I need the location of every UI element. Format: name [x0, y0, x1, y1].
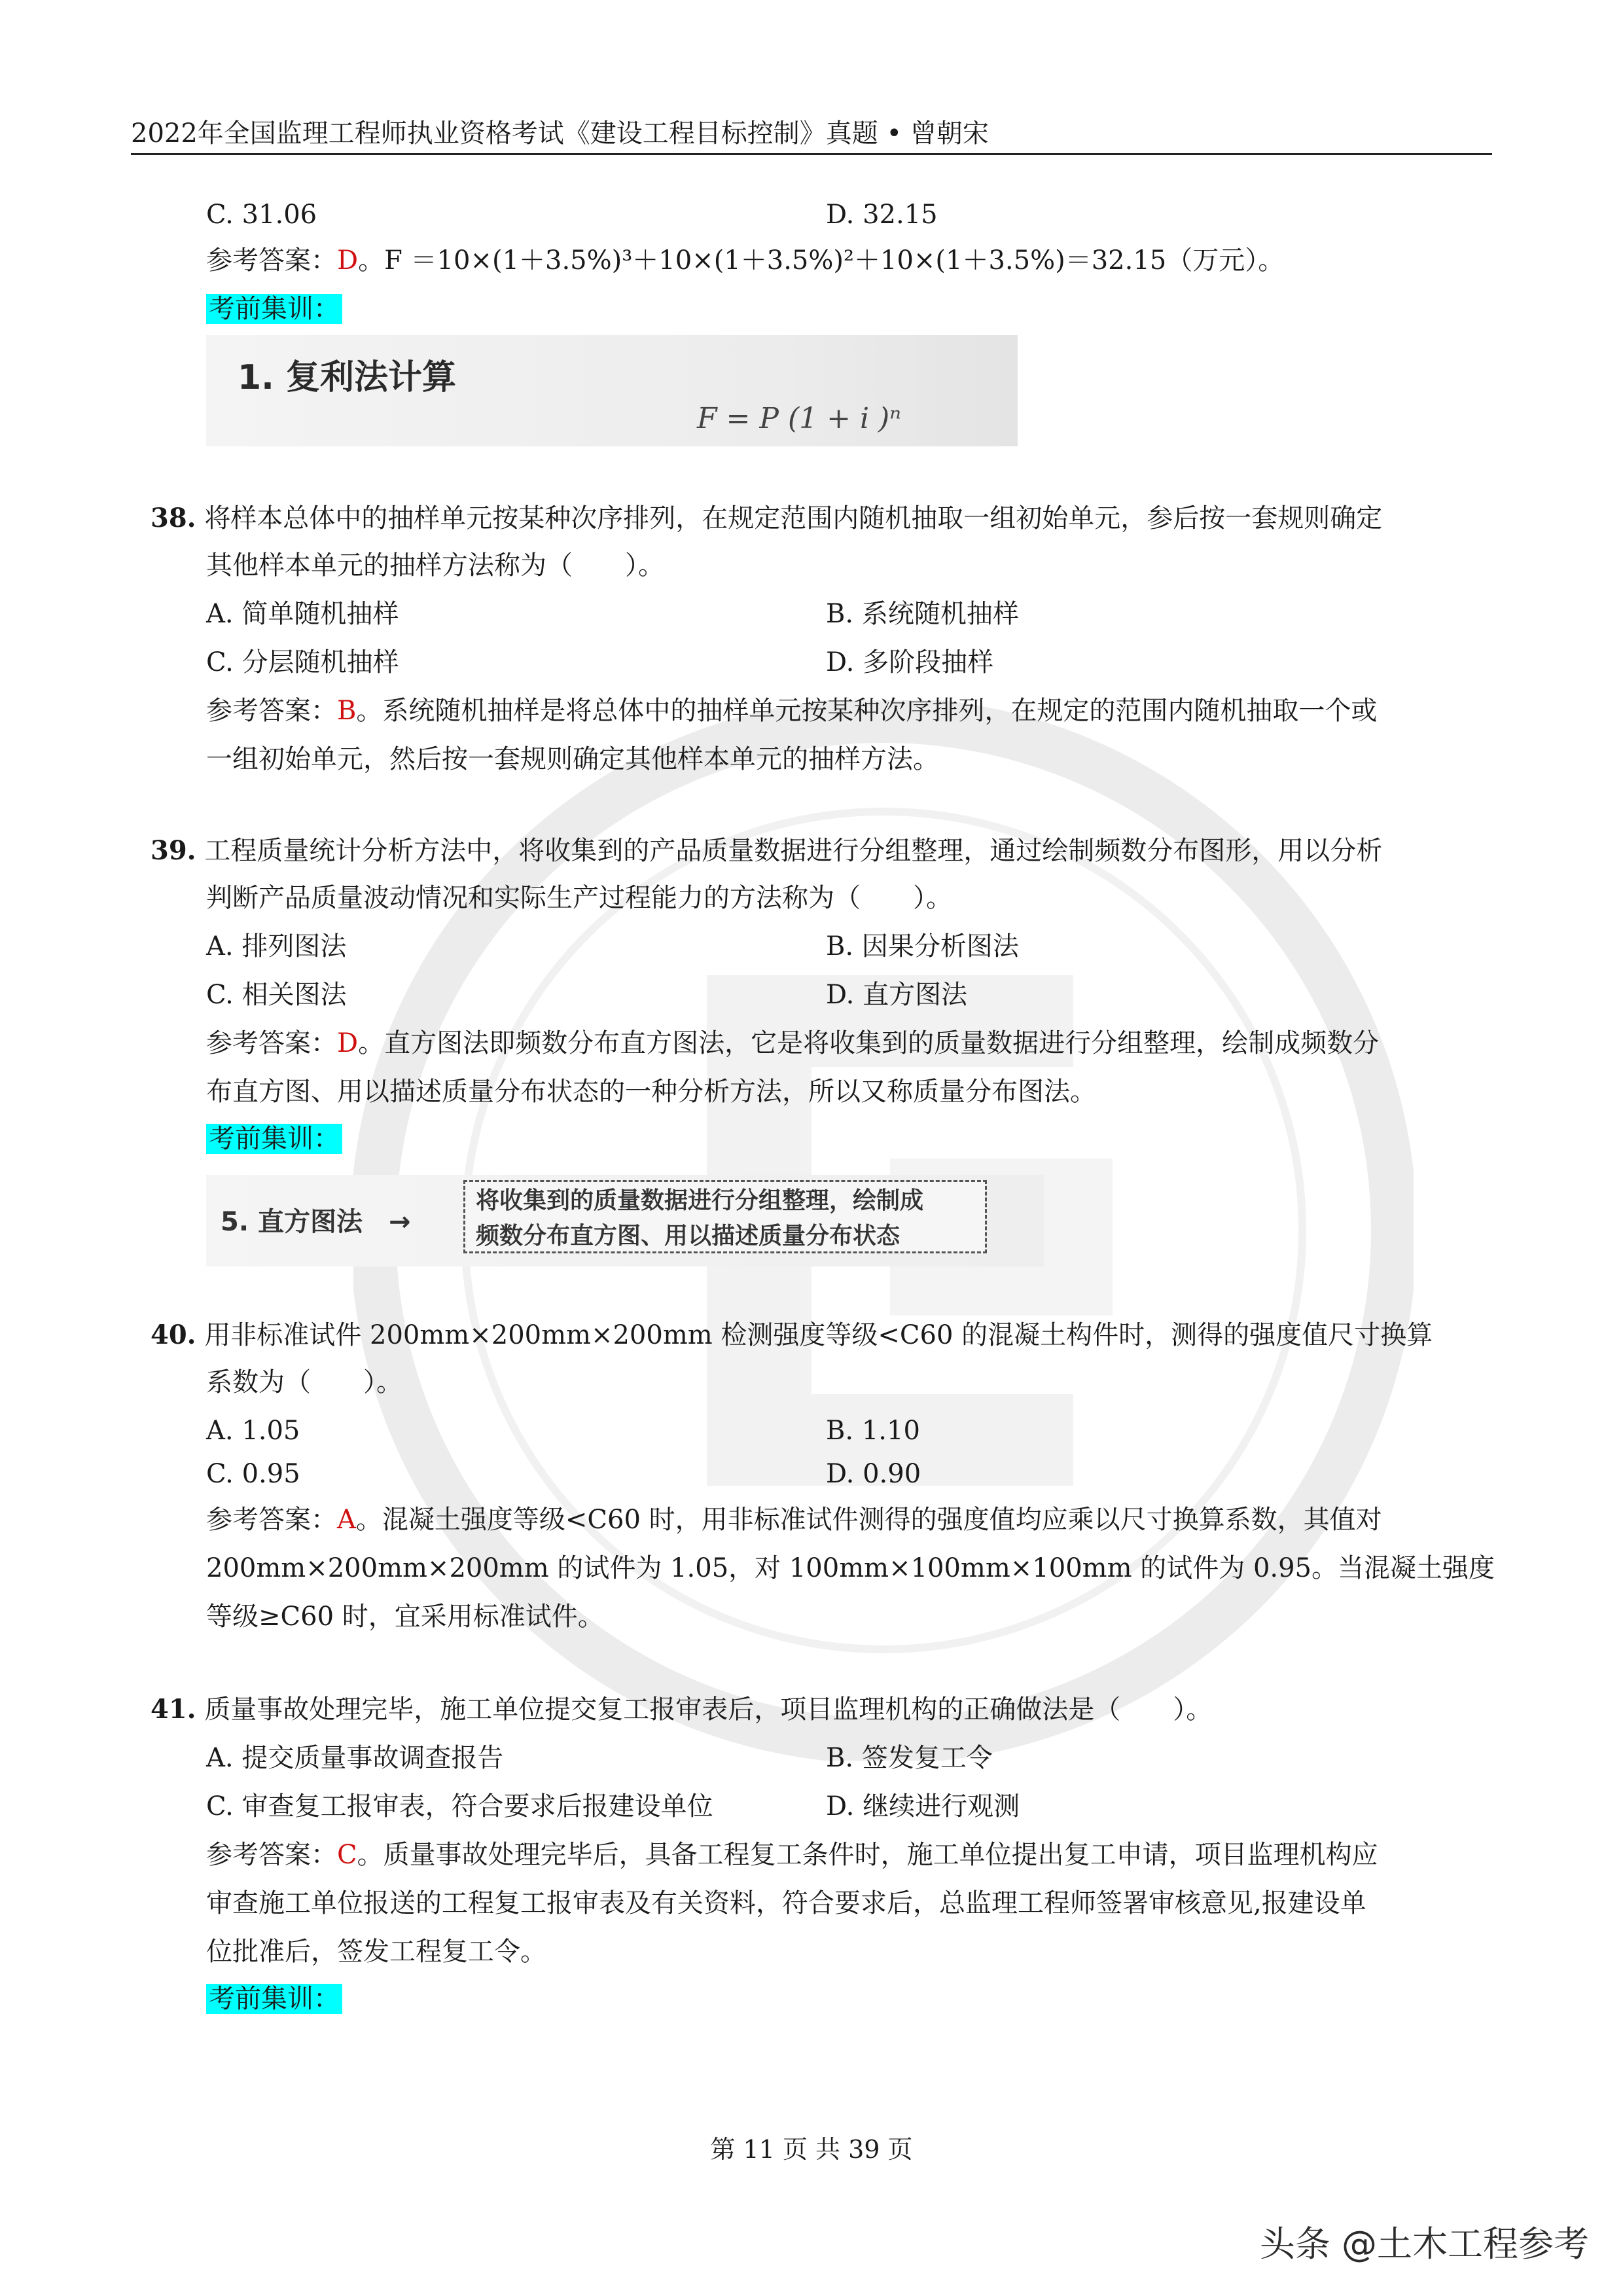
histogram-box-line-2: 频数分布直方图、用以描述质量分布状态: [476, 1223, 901, 1249]
q38-answer-line-2: 一组初始单元，然后按一套规则确定其他样本单元的抽样方法。: [206, 744, 939, 774]
answer-text: 。混凝土强度等级<C60 时，用非标准试件测得的强度值均应乘以尺寸换算系数，其值对: [355, 1505, 1382, 1535]
q40-option-c: C. 0.95: [206, 1459, 300, 1489]
q40-answer-line-1: [206, 1501, 1382, 1538]
training-label: 考前集训：: [206, 1124, 342, 1154]
q41-option-b: B. 签发复工令: [826, 1743, 993, 1773]
answer-prefix: 参考答案：: [206, 696, 337, 726]
histogram-box-line-1: 将收集到的质量数据进行分组整理，绘制成: [476, 1187, 924, 1214]
answer-prefix: 参考答案：: [206, 1840, 337, 1870]
q38-answer-line-1: [206, 692, 1377, 729]
q41-option-c: C. 审查复工报审表，符合要求后报建设单位: [206, 1791, 713, 1821]
answer-letter: D: [337, 1028, 359, 1058]
q39-option-d: D. 直方图法: [826, 980, 968, 1010]
training-label: 考前集训：: [206, 1984, 342, 2014]
q37-training-label: [206, 291, 342, 327]
answer-prefix: 参考答案：: [206, 245, 337, 276]
answer-letter: A: [337, 1505, 356, 1535]
q39-training-label: [206, 1121, 342, 1157]
q39-answer-line-2: 布直方图、用以描述质量分布状态的一种分析方法，所以又称质量分布图法。: [206, 1077, 1096, 1107]
q40-option-a: A. 1.05: [206, 1416, 300, 1446]
training-label: 考前集训：: [206, 294, 342, 324]
answer-prefix: 参考答案：: [206, 1505, 337, 1535]
q39-option-c: C. 相关图法: [206, 980, 347, 1010]
q37-option-d: D. 32.15: [826, 200, 938, 230]
answer-letter: C: [337, 1840, 357, 1870]
histogram-image-label: 5. 直方图法 →: [221, 1207, 411, 1237]
answer-prefix: 参考答案：: [206, 1028, 337, 1058]
q38-stem-line-1: [151, 500, 1382, 537]
q39-stem-line-1: [151, 833, 1382, 869]
q40-option-b: B. 1.10: [826, 1416, 920, 1446]
answer-formula: F ＝10×(1＋3.5%)³＋10×(1＋3.5%)²＋10×(1＋3.5%)＝32.15（万元）。: [384, 245, 1285, 276]
q40-answer-line-2: 200mm×200mm×200mm 的试件为 1.05，对 100mm×100mm×100mm 的试件为 0.95。当混凝土强度: [206, 1553, 1495, 1583]
q38-stem-line-2: 其他样本单元的抽样方法称为（ ）。: [206, 550, 664, 581]
source-watermark-text: 头条 @土木工程参考: [1259, 2223, 1589, 2265]
q41-stem-line-1: [151, 1691, 1212, 1728]
stem-text: 工程质量统计分析方法中，将收集到的产品质量数据进行分组整理，通过绘制频数分布图形，用以分析: [204, 836, 1383, 866]
stem-text: 质量事故处理完毕，施工单位提交复工报审表后，项目监理机构的正确做法是（ ）。: [204, 1695, 1213, 1725]
q40-stem-line-1: [151, 1317, 1433, 1354]
page-number: 第 11 页 共 39 页: [710, 2135, 913, 2164]
q40-option-d: D. 0.90: [826, 1459, 921, 1489]
compound-interest-image: [206, 335, 1018, 446]
histogram-image-box: [463, 1180, 987, 1253]
stem-text: 将样本总体中的抽样单元按某种次序排列，在规定范围内随机抽取一组初始单元，参后按一套规则确定: [204, 503, 1383, 533]
q40-answer-line-3: 等级≥C60 时，宜采用标准试件。: [206, 1602, 604, 1632]
q38-option-c: C. 分层随机抽样: [206, 647, 399, 677]
answer-text: 。质量事故处理完毕后，具备工程复工条件时，施工单位提出复工申请，项目监理机构应: [357, 1840, 1378, 1870]
q41-option-a: A. 提交质量事故调查报告: [206, 1743, 504, 1773]
question-number: 38.: [151, 503, 196, 533]
histogram-method-image: [206, 1175, 1044, 1266]
q39-option-a: A. 排列图法: [206, 931, 347, 961]
q41-answer-line-3: 位批准后，签发工程复工令。: [206, 1937, 546, 1967]
question-number: 40.: [151, 1319, 196, 1350]
answer-text: 。直方图法即频数分布直方图法，它是将收集到的质量数据进行分组整理，绘制成频数分: [358, 1028, 1380, 1058]
answer-letter: B: [337, 696, 357, 726]
answer-letter: D: [337, 245, 359, 276]
formula-image-title: 1. 复利法计算: [238, 358, 457, 397]
q38-option-b: B. 系统随机抽样: [826, 599, 1019, 629]
q41-option-d: D. 继续进行观测: [826, 1791, 1020, 1821]
q40-stem-line-2: 系数为（ ）。: [206, 1367, 402, 1397]
running-header: 2022年全国监理工程师执业资格考试《建设工程目标控制》真题 • 曾朝宋: [131, 118, 989, 149]
q38-option-d: D. 多阶段抽样: [826, 647, 994, 677]
question-number: 39.: [151, 835, 196, 866]
q39-answer-line-1: [206, 1025, 1379, 1062]
q39-option-b: B. 因果分析图法: [826, 931, 1019, 961]
answer-sep: 。: [358, 245, 385, 276]
q41-training-label: [206, 1981, 342, 2017]
q37-option-c: C. 31.06: [206, 200, 317, 230]
formula-image-expression: F = P (1 + i )ⁿ: [697, 402, 902, 435]
q41-answer-line-2: 审查施工单位报送的工程复工报审表及有关资料，符合要求后，总监理工程师签署审核意见,报建设单: [206, 1888, 1366, 1918]
question-number: 41.: [151, 1694, 196, 1725]
answer-text: 。系统随机抽样是将总体中的抽样单元按某种次序排列，在规定的范围内随机抽取一个或: [356, 696, 1378, 726]
stem-text: 用非标准试件 200mm×200mm×200mm 检测强度等级<C60 的混凝土构件时，测得的强度值尺寸换算: [204, 1320, 1433, 1350]
q41-answer-line-1: [206, 1837, 1378, 1873]
q39-stem-line-2: 判断产品质量波动情况和实际生产过程能力的方法称为（ ）。: [206, 883, 952, 913]
q37-answer: [206, 242, 1284, 279]
q38-option-a: A. 简单随机抽样: [206, 599, 399, 629]
header-divider: [131, 153, 1492, 155]
